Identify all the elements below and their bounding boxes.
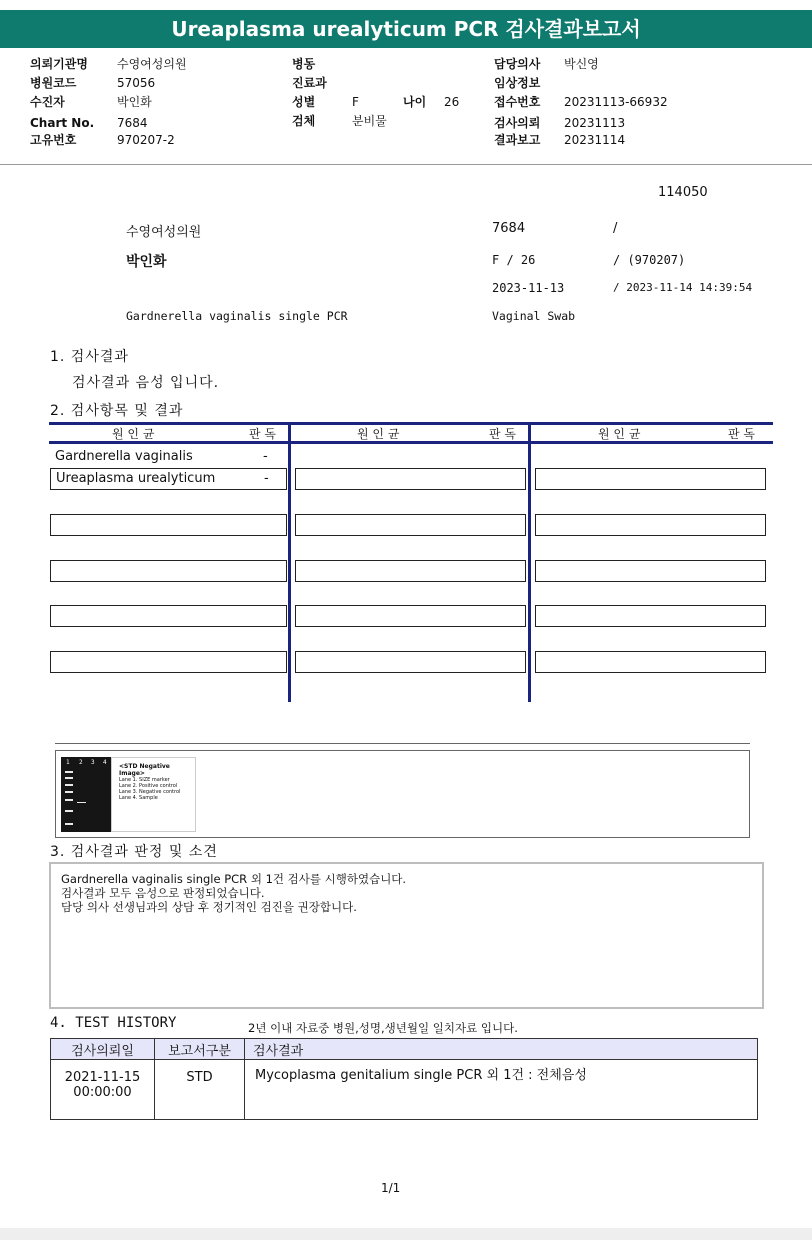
label-sex: 성별 xyxy=(292,95,316,109)
value-hospital-code: 57056 xyxy=(117,76,156,90)
gel-band xyxy=(65,799,73,801)
gel-legend xyxy=(111,757,196,832)
gel-band xyxy=(65,810,73,812)
result-cell-empty xyxy=(50,560,287,582)
gel-band xyxy=(65,784,73,786)
gel-band xyxy=(65,791,73,793)
grid-divider-1 xyxy=(288,422,291,702)
info-patient-name: 박인화 xyxy=(126,254,167,270)
footer-bar xyxy=(0,1228,812,1240)
history-note: 2년 이내 자료중 병원,성명,생년월일 일치자료 입니다. xyxy=(248,1021,518,1035)
label-department: 진료과 xyxy=(292,76,327,90)
result-cell-empty xyxy=(295,514,526,536)
label-ward: 병동 xyxy=(292,57,316,71)
history-time: 00:00:00 xyxy=(73,1085,132,1100)
patient-header xyxy=(0,55,812,165)
value-report-date: 20231114 xyxy=(564,133,626,147)
history-header-row xyxy=(51,1039,758,1060)
col2-header-result: 판 독 xyxy=(489,427,516,441)
image-top-rule xyxy=(55,743,750,744)
gel-legend-line: Lane 4. Sample xyxy=(119,795,158,801)
value-institution: 수영여성의원 xyxy=(117,57,187,71)
section1-title: 1. 검사결과 xyxy=(50,349,129,365)
col1-header-pathogen: 원 인 균 xyxy=(112,427,155,441)
findings-box xyxy=(49,862,764,1009)
grid-top-rule xyxy=(49,422,773,425)
label-unique-no: 고유번호 xyxy=(30,133,77,147)
section3-title: 3. 검사결과 판정 및 소견 xyxy=(50,844,218,860)
history-result: Mycoplasma genitalium single PCR 외 1건 : 전체음성 xyxy=(245,1060,758,1120)
result-cell-empty xyxy=(535,468,766,490)
result-cell xyxy=(50,468,287,490)
result-cell-empty xyxy=(535,514,766,536)
label-hospital-code: 병원코드 xyxy=(30,76,77,90)
section1-result-text: 검사결과 음성 입니다. xyxy=(72,375,220,391)
gel-legend-line: Lane 3. Negative control xyxy=(119,789,181,795)
col2-header-pathogen: 원 인 균 xyxy=(357,427,400,441)
gel-band xyxy=(65,771,73,773)
value-doctor: 박신영 xyxy=(564,57,599,71)
gel-band xyxy=(77,802,86,803)
history-col-date: 검사의뢰일 xyxy=(51,1039,155,1060)
gel-band xyxy=(65,777,73,779)
info-dob: / (970207) xyxy=(613,253,686,267)
gel-legend-line: Lane 1. SIZE marker xyxy=(119,777,170,783)
test-history-table xyxy=(50,1038,758,1120)
value-request-date: 20231113 xyxy=(564,116,626,130)
label-specimen: 검체 xyxy=(292,114,316,128)
label-institution: 의뢰기관명 xyxy=(30,57,88,71)
findings-line: 검사결과 모두 음성으로 판정되었습니다. xyxy=(61,886,265,900)
pathogen-result: - xyxy=(263,449,268,464)
info-sex-age: F / 26 xyxy=(492,253,536,267)
info-test-name: Gardnerella vaginalis single PCR xyxy=(126,309,348,323)
value-sex: F xyxy=(352,95,359,109)
col1-header-result: 판 독 xyxy=(249,427,276,441)
gel-legend-title: <STD Negative Image> xyxy=(119,763,170,777)
history-col-type: 보고서구분 xyxy=(155,1039,245,1060)
lane-label: 4 xyxy=(103,759,107,766)
col3-header-result: 판 독 xyxy=(728,427,755,441)
history-type: STD xyxy=(155,1060,245,1120)
info-slash: / xyxy=(613,221,618,236)
info-chart: 7684 xyxy=(492,221,526,236)
label-age: 나이 xyxy=(403,95,427,109)
history-date-cell xyxy=(51,1060,155,1120)
lane-label: 1 xyxy=(66,759,70,766)
label-receipt-no: 접수번호 xyxy=(494,95,541,109)
info-hospital: 수영여성의원 xyxy=(126,225,202,240)
pathogen-name: Ureaplasma urealyticum xyxy=(56,471,216,486)
result-cell-empty xyxy=(295,468,526,490)
result-cell-empty xyxy=(535,651,766,673)
col3-header-pathogen: 원 인 균 xyxy=(598,427,641,441)
info-received-date: 2023-11-13 xyxy=(492,281,565,295)
label-clinical-info: 임상정보 xyxy=(494,76,541,90)
info-specimen: Vaginal Swab xyxy=(492,309,576,323)
value-patient: 박인화 xyxy=(117,95,152,109)
pathogen-name: Gardnerella vaginalis xyxy=(55,449,193,464)
gel-band xyxy=(65,823,73,825)
value-specimen: 분비물 xyxy=(352,114,387,128)
label-patient: 수진자 xyxy=(30,95,65,109)
result-cell-empty xyxy=(535,560,766,582)
section2-title: 2. 검사항목 및 결과 xyxy=(50,403,184,419)
lane-label: 2 xyxy=(79,759,83,766)
findings-line: Gardnerella vaginalis single PCR 외 1건 검사를 시행하였습니다. xyxy=(61,872,407,886)
pathogen-result: - xyxy=(264,471,269,486)
grid-divider-2 xyxy=(528,422,531,702)
value-age: 26 xyxy=(444,95,460,109)
history-date: 2021-11-15 xyxy=(64,1070,141,1085)
result-cell-empty xyxy=(50,605,287,627)
gel-legend-line: Lane 2. Positive control xyxy=(119,783,178,789)
info-reported-datetime: / 2023-11-14 14:39:54 xyxy=(613,281,753,294)
findings-line: 담당 의사 선생님과의 상담 후 정기적인 검진을 권장합니다. xyxy=(61,900,357,914)
result-cell-empty xyxy=(50,514,287,536)
result-cell-empty xyxy=(535,605,766,627)
table-row xyxy=(51,1060,758,1120)
result-cell-empty xyxy=(50,651,287,673)
page-number: 1/1 xyxy=(381,1181,401,1195)
history-col-result: 검사결과 xyxy=(245,1039,758,1060)
test-code: 114050 xyxy=(658,185,708,200)
result-cell-empty xyxy=(295,560,526,582)
gel-electrophoresis-image xyxy=(61,757,111,832)
label-report-date: 결과보고 xyxy=(494,133,541,147)
label-doctor: 담당의사 xyxy=(494,57,541,71)
result-cell-empty xyxy=(295,651,526,673)
grid-header-rule xyxy=(49,441,773,444)
value-unique-no: 970207-2 xyxy=(117,133,175,147)
label-chart-no: Chart No. xyxy=(30,116,95,130)
result-cell-empty xyxy=(295,605,526,627)
value-chart-no: 7684 xyxy=(117,116,148,130)
section4-title: 4. TEST HISTORY xyxy=(50,1015,177,1031)
report-title: Ureaplasma urealyticum PCR 검사결과보고서 xyxy=(0,10,812,48)
value-receipt-no: 20231113-66932 xyxy=(564,95,668,109)
label-request-date: 검사의뢰 xyxy=(494,116,541,130)
lane-label: 3 xyxy=(91,759,95,766)
